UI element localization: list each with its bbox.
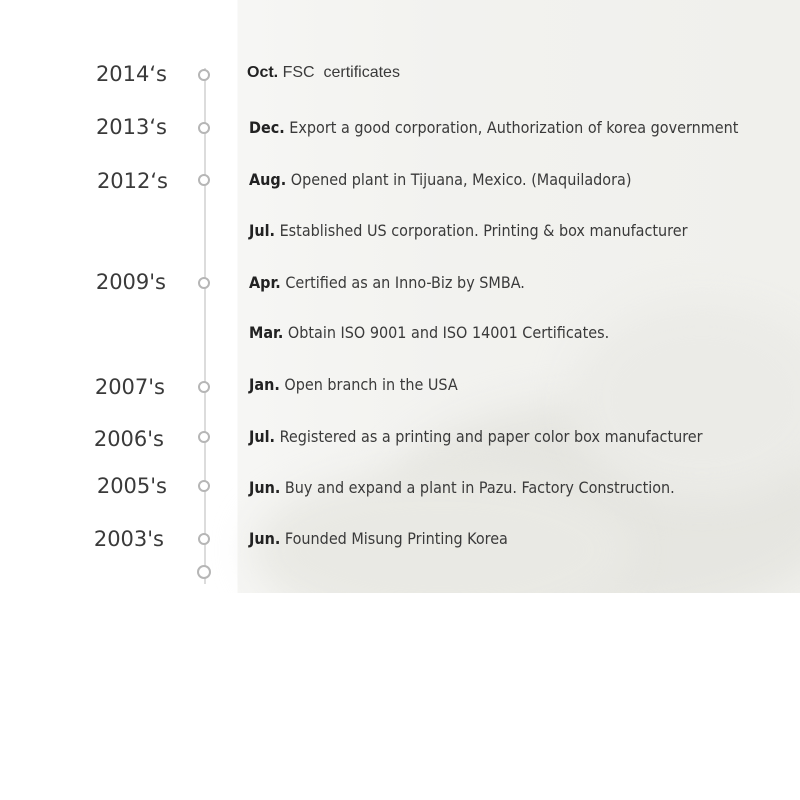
timeline-dot-icon: [198, 174, 210, 186]
year-label: 2005's: [96, 474, 167, 498]
entry-month: Oct.: [247, 64, 279, 81]
entry-text: Buy and expand a plant in Pazu. Factory Construction.: [284, 478, 675, 497]
year-label: 2013‘s: [95, 115, 167, 139]
entry-month: Apr.: [249, 273, 281, 292]
history-timeline: [52, 0, 800, 593]
entry-month: Aug.: [249, 170, 287, 189]
entry-month: Mar.: [249, 323, 284, 342]
entry-month: Jun.: [249, 529, 281, 548]
entry-text: Established US corporation. Printing & box manufacturer: [279, 221, 688, 240]
entry-text: FSC certificates: [282, 64, 400, 81]
entry-month: Dec.: [249, 118, 285, 137]
entry-text: Registered as a printing and paper color box manufacturer: [279, 427, 703, 446]
timeline-entry: [249, 375, 458, 394]
timeline-dot-icon: [198, 122, 210, 134]
timeline-dot-icon: [198, 381, 210, 393]
year-label: 2003's: [93, 527, 164, 551]
year-label: 2009's: [95, 270, 166, 294]
timeline-entry: [249, 118, 738, 137]
entry-text: Open branch in the USA: [284, 375, 458, 394]
entry-text: Founded Misung Printing Korea: [284, 529, 508, 548]
year-label: 2006's: [93, 427, 164, 451]
timeline-line: [204, 68, 206, 584]
timeline-entry: [249, 323, 609, 342]
timeline-dot-icon: [198, 431, 210, 443]
year-label: 2014‘s: [95, 62, 167, 86]
timeline-entry: [249, 170, 631, 189]
timeline-dot-icon: [198, 480, 210, 492]
entry-text: Obtain ISO 9001 and ISO 14001 Certificates.: [287, 323, 610, 342]
year-label: 2012‘s: [96, 169, 168, 193]
timeline-dot-icon: [198, 533, 210, 545]
entry-month: Jul.: [249, 427, 275, 446]
entry-month: Jul.: [249, 221, 275, 240]
timeline-end-dot-icon: [197, 565, 211, 579]
entry-text: Export a good corporation, Authorization of korea government: [289, 118, 739, 137]
entry-month: Jan.: [249, 375, 280, 394]
timeline-entry: [247, 64, 400, 82]
entry-month: Jun.: [249, 478, 281, 497]
timeline-dot-icon: [198, 69, 210, 81]
timeline-entry: [249, 478, 675, 497]
entry-text: Opened plant in Tijuana, Mexico. (Maquiladora): [290, 170, 632, 189]
timeline-dot-icon: [198, 277, 210, 289]
timeline-entry: [249, 221, 687, 240]
timeline-entry: [249, 273, 525, 292]
year-label: 2007's: [94, 375, 165, 399]
timeline-entry: [249, 529, 508, 548]
entry-text: Certified as an Inno-Biz by SMBA.: [285, 273, 525, 292]
timeline-entry: [249, 427, 703, 446]
